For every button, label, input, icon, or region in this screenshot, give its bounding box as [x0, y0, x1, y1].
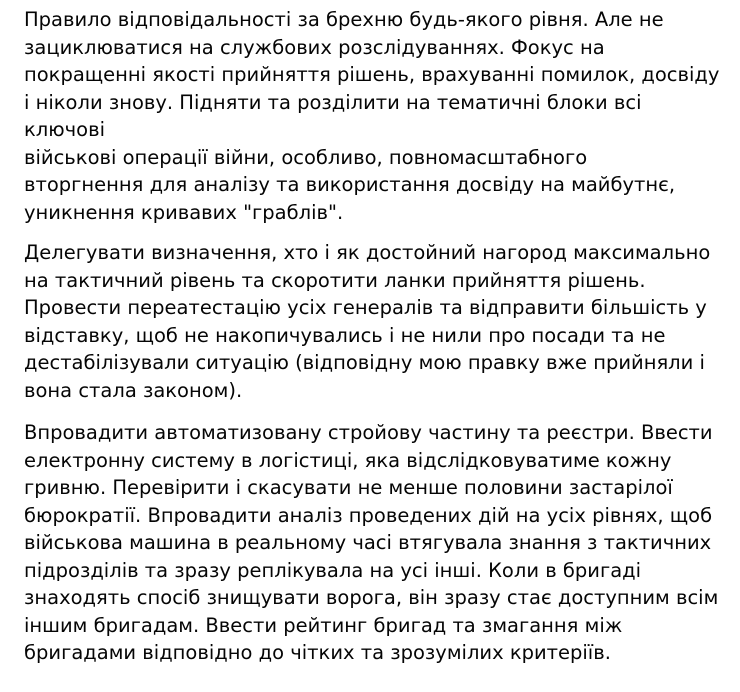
- post-paragraph-accountability: Правило відповідальності за брехню будь-якого рівня. Але не зациклюватися на службових розслідуваннях. Фокус на покращенні якості прийняття рішень, врахуванні помилок, досвіду і ніколи знову. Підняти та розділити на тематичні блоки всі ключові військові операції війни, особливо, повномасштабного вторгнення для аналізу та використання досвіду на майбутнє, уникнення кривавих "граблів".: [24, 8, 720, 224]
- post-paragraph-automation: Впровадити автоматизовану стройову частину та реєстри. Ввести електронну систему в логістиці, яка відслідковуватиме кожну гривню. Перевірити і скасувати не менше половини застарілої бюрократії. Впровадити аналіз проведених дій на усіх рівнях, щоб військова машина в реальному часі втягувала знання з тактичних підрозділів та зразу реплікувала на усі інші. Коли в бригаді знаходять спосіб знищувати ворога, він зразу стає доступним всім іншим бригадам. Ввести рейтинг бригад та змагання між бригадами відповідно до чітких та зрозумілих критеріїв.: [24, 421, 719, 664]
- post-paragraph-delegation: Делегувати визначення, хто і як достойний нагород максимально на тактичний рівень та скоротити ланки прийняття рішень. Провести переатестацію усіх генералів та відправити більшість у відставку, щоб не накопичувались і не нили про посади та не дестабілізували ситуацію (відповідну мою правку вже прийняли і вона стала законом).: [24, 241, 711, 402]
- post-text: [24, 0, 728, 667]
